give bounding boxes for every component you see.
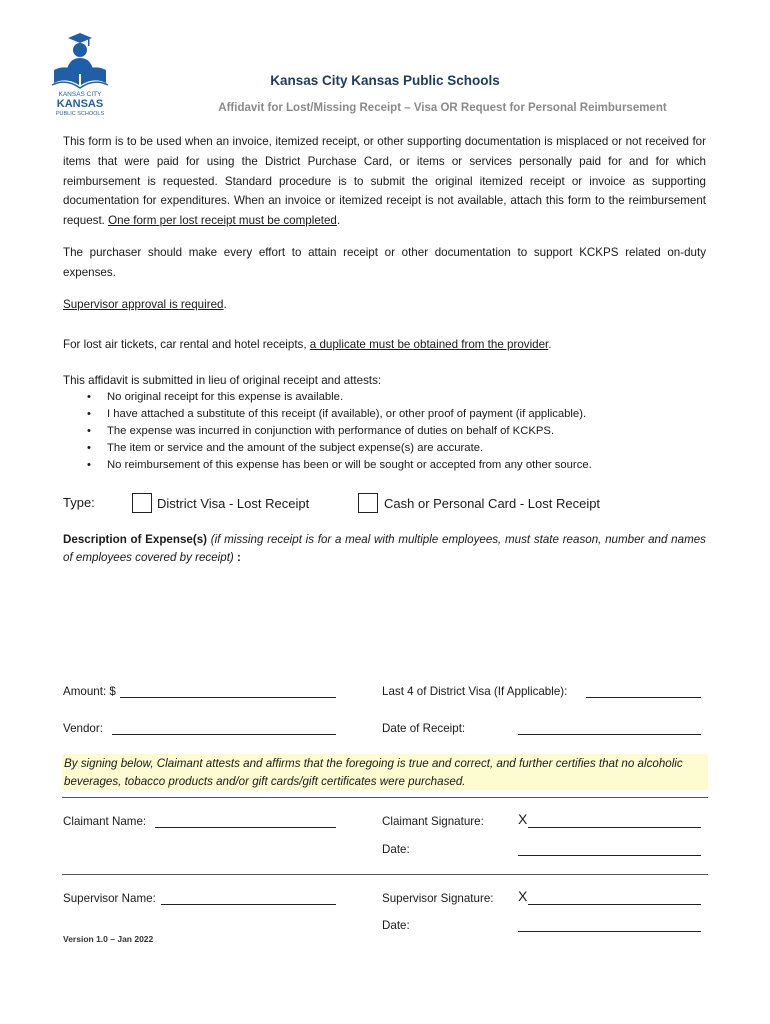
amount-label: Amount: $: [63, 685, 116, 698]
supervisor-date-label: Date:: [382, 919, 410, 932]
divider: [62, 797, 708, 798]
district-visa-label: District Visa - Lost Receipt: [157, 496, 310, 511]
signature-x-mark: X: [518, 811, 528, 827]
version-label: Version 1.0 – Jan 2022: [63, 934, 154, 944]
description-input-area[interactable]: [63, 575, 706, 670]
list-item: • I have attached a substitute of this receipt (if available), or other proof of payment (if applicable).: [63, 406, 706, 423]
affidavit-section: [63, 372, 706, 474]
district-visa-checkbox[interactable]: [132, 493, 152, 513]
form-title: Affidavit for Lost/Missing Receipt – Visa OR Request for Personal Reimbursement: [218, 102, 667, 114]
vendor-field[interactable]: [112, 721, 336, 735]
list-item: • No reimbursement of this expense has been or will be sought or accepted from any other source.: [63, 457, 706, 474]
last4-field[interactable]: [586, 684, 701, 698]
svg-text:PUBLIC SCHOOLS: PUBLIC SCHOOLS: [55, 111, 105, 117]
last4-label: Last 4 of District Visa (If Applicable):: [382, 685, 568, 698]
cash-personal-checkbox[interactable]: [358, 493, 378, 513]
svg-text:KANSAS CITY: KANSAS CITY: [58, 91, 102, 98]
description-label: Description of Expense(s) (if missing receipt is for a meal with multiple employees, must state reason, number and names of employees covered by receipt) :: [63, 533, 706, 564]
signature-x-mark: X: [518, 888, 528, 904]
supervisor-note: Supervisor approval is required.: [63, 298, 227, 311]
supervisor-signature-label: Supervisor Signature:: [382, 892, 494, 905]
claimant-name-field[interactable]: [155, 814, 336, 828]
attestation-statement: By signing below, Claimant attests and affirms that the foregoing is true and correct, and further certifies that no alcoholic beverages, tobacco products and/or gift cards/gift certificates were purchased.: [62, 754, 708, 790]
vendor-label: Vendor:: [63, 722, 103, 735]
svg-text:KANSAS: KANSAS: [56, 98, 104, 110]
intro-paragraph: This form is to be used when an invoice, itemized receipt, or other supporting documentation is misplaced or not received for items that were paid for using the District Purchase Card, or items or services personally paid for and for which reimbursement is requested. Standard procedure is to submit the original itemized receipt or invoice as supporting documentation for expenditures. When an invoice or itemized receipt is not available, attach this form to the reimbursement request. One form per lost receipt must be completed.: [63, 135, 706, 228]
supervisor-name-field[interactable]: [161, 891, 336, 905]
supervisor-name-label: Supervisor Name:: [63, 892, 156, 905]
claimant-name-label: Claimant Name:: [63, 815, 147, 828]
claimant-signature-label: Claimant Signature:: [382, 815, 484, 828]
supervisor-date-field[interactable]: [518, 918, 701, 932]
affidavit-list: [63, 389, 706, 474]
amount-field[interactable]: [120, 684, 336, 698]
supervisor-signature-field[interactable]: [528, 891, 701, 905]
list-item: • The expense was incurred in conjunction with performance of duties on behalf of KCKPS.: [63, 423, 706, 440]
air-ticket-note: For lost air tickets, car rental and hotel receipts, a duplicate must be obtained from the provider.: [63, 338, 552, 351]
claimant-date-label: Date:: [382, 843, 410, 856]
school-name: Kansas City Kansas Public Schools: [270, 73, 500, 88]
claimant-signature-field[interactable]: [528, 814, 701, 828]
type-label: Type:: [63, 495, 95, 510]
purchaser-paragraph: The purchaser should make every effort to attain receipt or other documentation to support KCKPS related on-duty expenses.: [63, 246, 706, 279]
date-of-receipt-field[interactable]: [518, 721, 701, 735]
claimant-date-field[interactable]: [518, 842, 701, 856]
affidavit-lead: This affidavit is submitted in lieu of original receipt and attests:: [63, 374, 382, 387]
divider: [62, 874, 708, 875]
date-of-receipt-label: Date of Receipt:: [382, 722, 466, 735]
list-item: • The item or service and the amount of the subject expense(s) are accurate.: [63, 440, 706, 457]
list-item: • No original receipt for this expense is available.: [63, 389, 706, 406]
one-form-note: One form per lost receipt must be completed: [108, 214, 337, 228]
cash-personal-label: Cash or Personal Card - Lost Receipt: [384, 496, 601, 511]
